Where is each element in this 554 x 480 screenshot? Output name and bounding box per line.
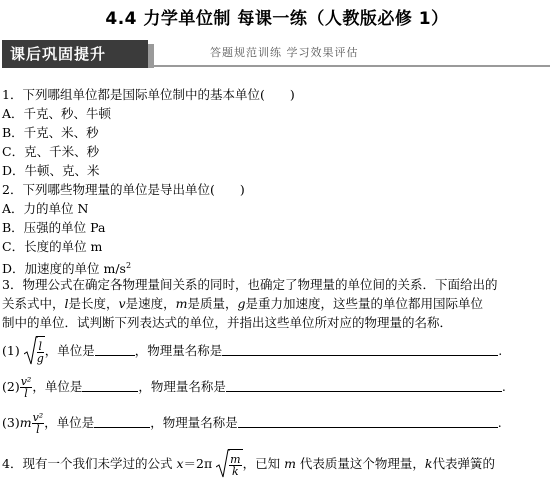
var-x: x xyxy=(176,456,184,471)
answer-blank-unit-1[interactable] xyxy=(95,343,135,356)
q3-text: 是速度， xyxy=(125,296,176,311)
answer-blank-name-1[interactable] xyxy=(222,343,498,356)
q1-stem: 1．下列哪组单位都是国际单位制中的基本单位( ) xyxy=(2,87,295,102)
frac-numerator: v² xyxy=(32,411,44,424)
q3-var-v: v xyxy=(118,296,126,311)
answer-blank-name-3[interactable] xyxy=(238,415,498,428)
frac-denominator: k xyxy=(232,465,239,478)
q4-text: 代表弹簧的 xyxy=(432,456,496,471)
q4-line xyxy=(2,449,495,480)
frac-denominator: l xyxy=(24,387,28,400)
formula-equals: ＝2π xyxy=(183,456,213,471)
q3-var-l: l xyxy=(64,296,69,311)
q2-superscript: 2 xyxy=(125,261,132,270)
q2-option-d-text: D．加速度的单位 m/s xyxy=(2,261,126,277)
var-m: m xyxy=(284,456,296,471)
q4-text: 代表质量这个物理量， xyxy=(295,456,425,471)
q3-text: 是质量， xyxy=(187,296,238,311)
sqrt-m-over-k xyxy=(216,449,242,480)
frac-denominator: l xyxy=(36,423,40,436)
radical-sign xyxy=(24,336,38,366)
answer-blank-unit-2[interactable] xyxy=(82,379,138,392)
unit-prompt: ，单位是 xyxy=(44,343,95,358)
name-prompt: ，物理量名称是 xyxy=(138,379,226,394)
var-m: m xyxy=(19,415,32,430)
banner-subtitle: 答题规范训练 学习效果评估 xyxy=(210,46,359,59)
unit-prompt: ，单位是 xyxy=(44,415,95,430)
name-prompt: ，物理量名称是 xyxy=(150,415,238,430)
q3-sub-1 xyxy=(2,336,502,367)
q3-sub-1-label: (1) xyxy=(2,343,20,358)
sqrt-l-over-g xyxy=(24,336,45,367)
q2-option-c: C．长度的单位 m xyxy=(2,239,103,254)
end-mark: . xyxy=(497,415,502,430)
q2-option-d xyxy=(2,258,131,277)
q3-var-g: g xyxy=(237,296,246,311)
q3-text: 是长度， xyxy=(68,296,119,311)
q4-text: ，已知 xyxy=(242,456,285,471)
frac-numerator: m xyxy=(230,453,241,466)
q3-text: 关系式中， xyxy=(2,296,65,311)
q2-option-b: B．压强的单位 Pa xyxy=(2,220,106,235)
q3-sub-2 xyxy=(2,372,506,402)
banner-label: 课后巩固提升 xyxy=(2,40,148,68)
q3-sub-2-label: (2) xyxy=(2,379,20,394)
q1-option-c: C．克、千米、秒 xyxy=(2,144,100,159)
radical-sign xyxy=(216,449,230,479)
q1-option-a: A．千克、秒、牛顿 xyxy=(2,106,112,121)
end-mark: . xyxy=(498,343,503,358)
q3-line-2 xyxy=(2,296,483,312)
q3-sub-3-label: (3) xyxy=(2,415,20,430)
q2-stem: 2．下列哪些物理量的单位是导出单位( ) xyxy=(2,182,245,197)
section-banner xyxy=(2,40,550,68)
q3-line-1: 3．物理公式在确定各物理量间关系的同时，也确定了物理量的单位间的关系．下面给出的 xyxy=(2,277,498,292)
frac-numerator: l xyxy=(38,340,42,353)
q4-text: 4．现有一个我们未学过的公式 xyxy=(2,456,177,471)
frac-v2-over-l xyxy=(20,376,33,399)
q2-option-a: A．力的单位 N xyxy=(2,201,89,216)
q3-line-3: 制中的单位．试判断下列表达式的单位，并指出这些单位所对应的物理量的名称． xyxy=(2,315,453,330)
answer-blank-name-2[interactable] xyxy=(226,379,502,392)
q3-var-m: m xyxy=(175,296,188,311)
name-prompt: ，物理量名称是 xyxy=(134,343,223,358)
var-k: k xyxy=(424,456,433,471)
answer-blank-unit-3[interactable] xyxy=(94,415,150,428)
q1-option-d: D．牛顿、克、米 xyxy=(2,163,100,178)
frac-v2-over-l xyxy=(32,412,45,435)
page-title: 4.4 力学单位制 每课一练（人教版必修 1） xyxy=(105,9,449,29)
end-mark: . xyxy=(501,379,506,394)
q1-option-b: B．千克、米、秒 xyxy=(2,125,99,140)
q3-sub-3 xyxy=(2,408,502,438)
unit-prompt: ，单位是 xyxy=(32,379,83,394)
frac-denominator: g xyxy=(36,352,44,365)
q3-text: 是重力加速度，这些量的单位都用国际单位 xyxy=(245,296,484,311)
banner-divider xyxy=(152,65,550,67)
frac-numerator: v² xyxy=(20,375,32,388)
